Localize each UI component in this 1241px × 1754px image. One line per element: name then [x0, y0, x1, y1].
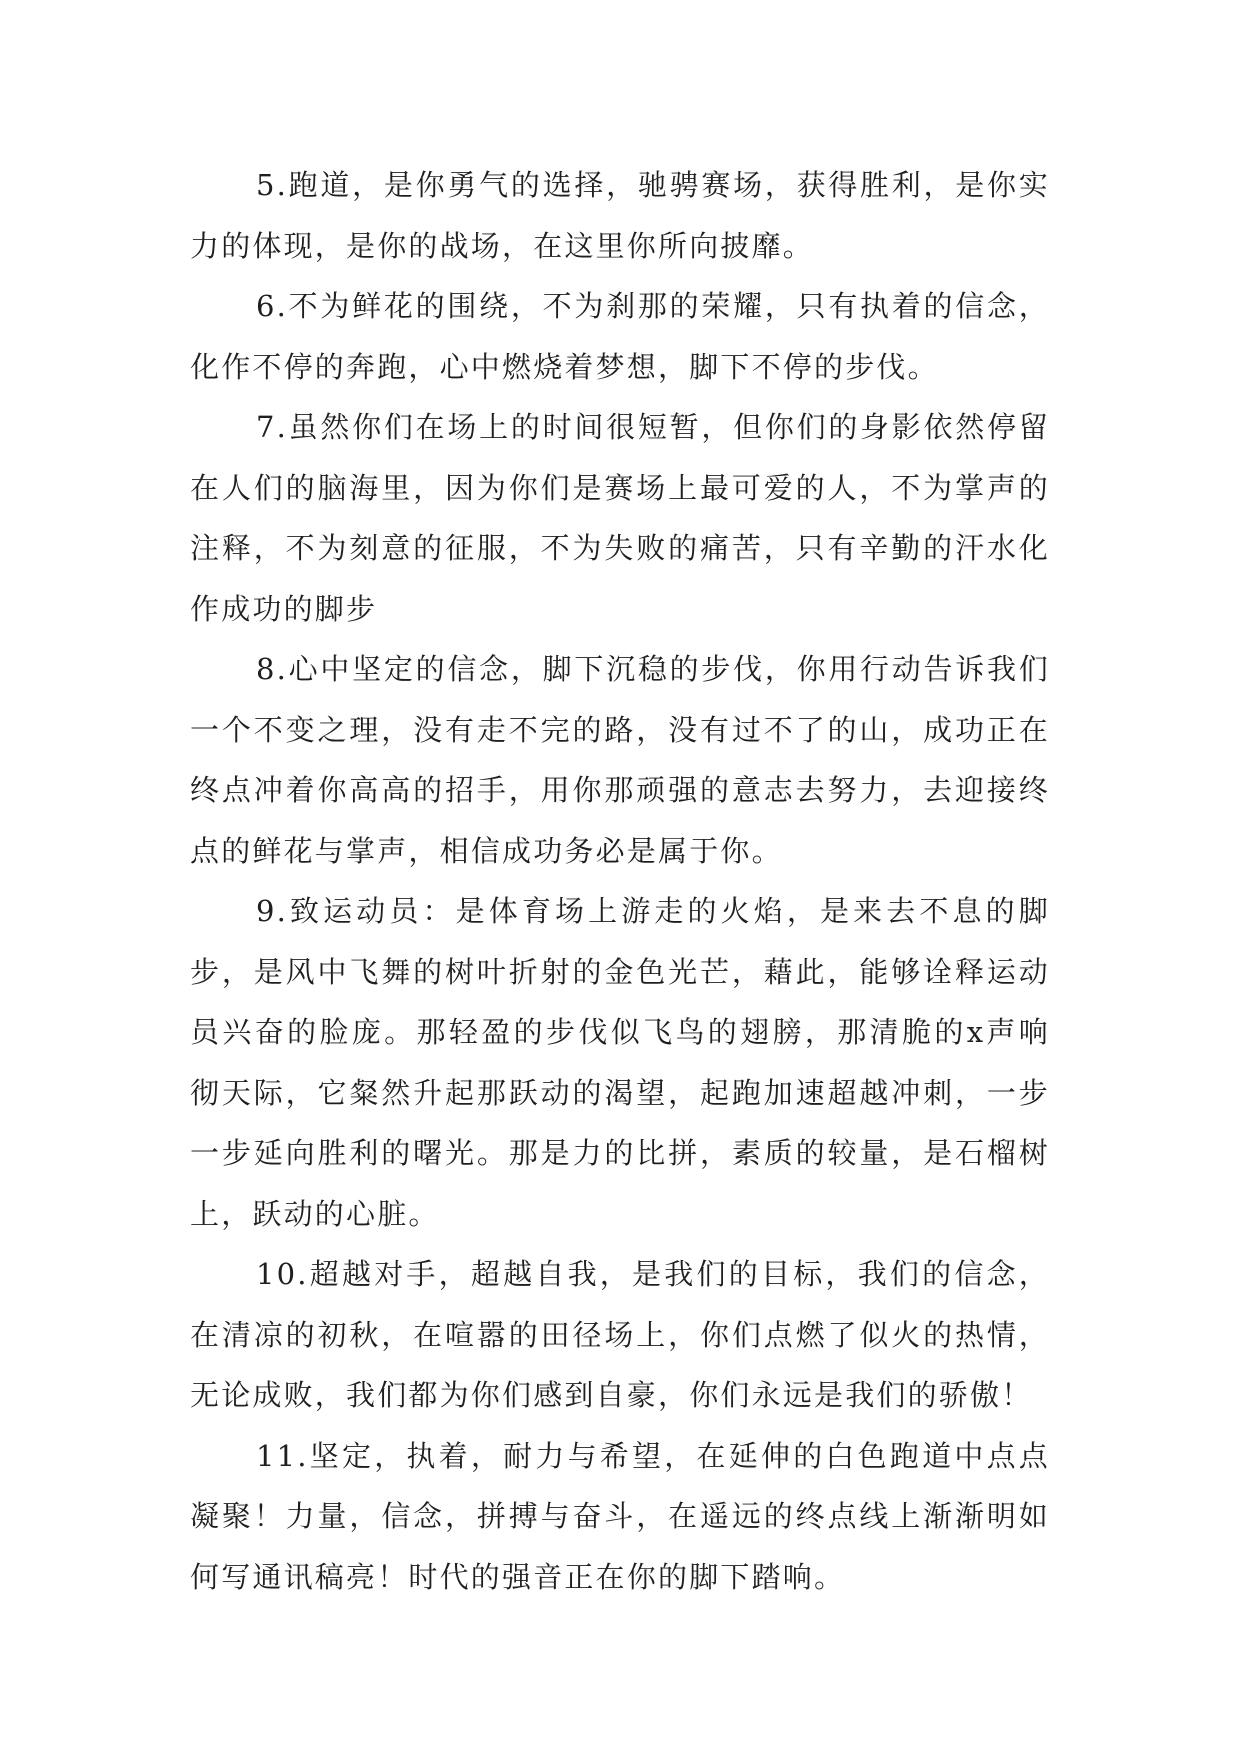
paragraph-6: 6.不为鲜花的围绕，不为刹那的荣耀，只有执着的信念，化作不停的奔跑，心中燃烧着梦想，脚下不停的步伐。	[190, 289, 1050, 384]
paragraph-8: 8.心中坚定的信念，脚下沉稳的步伐，你用行动告诉我们一个不变之理，没有走不完的路，没有过不了的山，成功正在终点冲着你高高的招手，用你那顽强的意志去努力，去迎接终点的鲜花与掌声，相信成功务必是属于你。	[190, 652, 1050, 868]
paragraph-5: 5.跑道，是你勇气的选择，驰骋赛场，获得胜利，是你实力的体现，是你的战场，在这里你所向披靡。	[190, 168, 1050, 263]
paragraph-9: 9.致运动员：是体育场上游走的火焰，是来去不息的脚步，是风中飞舞的树叶折射的金色光芒，藉此，能够诠释运动员兴奋的脸庞。那轻盈的步伐似飞鸟的翅膀，那清脆的x声响彻天际，它粲然升起那跃动的渴望，起跑加速超越冲刺，一步一步延向胜利的曙光。那是力的比拼，素质的较量，是石榴树上，跃动的心脏。	[190, 894, 1050, 1231]
paragraph-10: 10.超越对手，超越自我，是我们的目标，我们的信念，在清凉的初秋，在喧嚣的田径场上，你们点燃了似火的热情，无论成败，我们都为你们感到自豪，你们永远是我们的骄傲！	[190, 1257, 1050, 1412]
paragraph-7: 7.虽然你们在场上的时间很短暂，但你们的身影依然停留在人们的脑海里，因为你们是赛场上最可爱的人，不为掌声的注释，不为刻意的征服，不为失败的痛苦，只有辛勤的汗水化作成功的脚步	[190, 410, 1050, 626]
document-page	[190, 155, 1050, 1607]
paragraph-11: 11.坚定，执着，耐力与希望，在延伸的白色跑道中点点凝聚！力量，信念，拼搏与奋斗，在遥远的终点线上渐渐明如何写通讯稿亮！时代的强音正在你的脚下踏响。	[190, 1438, 1050, 1594]
